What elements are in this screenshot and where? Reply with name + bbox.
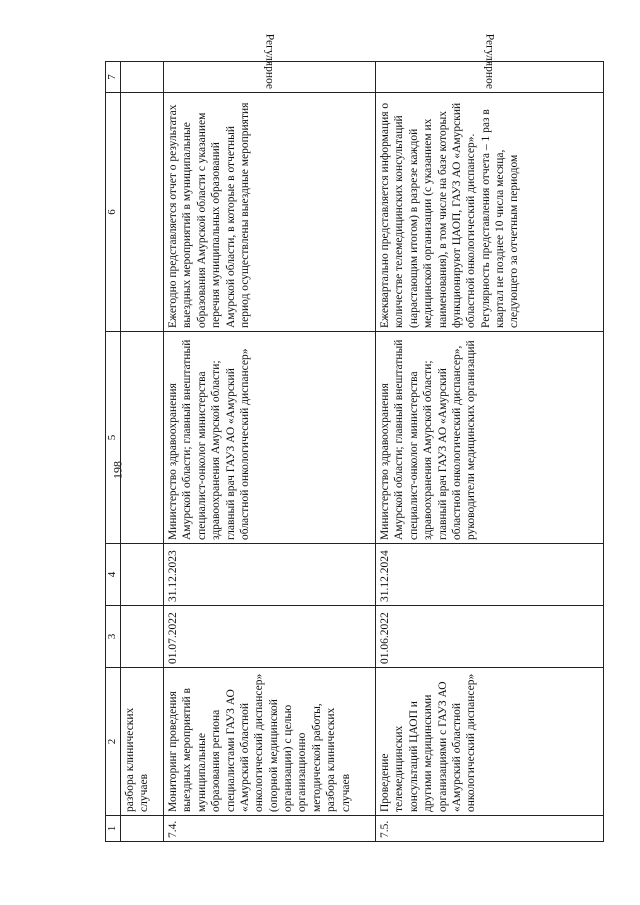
header-cell: 5 [106,332,121,544]
cell-start [121,606,164,668]
continuation-row [121,62,164,842]
cell-name: Мониторинг проведения выездных мероприятий в муниципальные образования региона специалистами ГАУЗ АО «Амурский областной онкологический диспансер» (опорной медицинской организации) с целью организационно методической работы, разбора клинических случаев [164,668,376,816]
cell-description: Ежегодно представляется отчет о результатах выездных мероприятий в муниципальные образования Амурской области с указанием перечня муниципальных образований Амурской области, в которые в отчетный период осуществлены выездные мероприятия [164,93,376,332]
cell-responsible [121,332,164,544]
header-cell: 6 [106,93,121,332]
cell-responsible: Министерство здравоохранения Амурской области; главный внештатный специалист-онколог министерства здравоохранения Амурской области; главный врач ГАУЗ АО «Амурский областной онкологический диспансер», руководители медицинских организаций [376,332,604,544]
status-label: Регулярное [483,33,496,89]
cell-num [121,816,164,842]
cell-description [121,93,164,332]
cell-name: Проведение телемедицинских консультаций ЦАОП и другими медицинскими организациями с ГАУЗ АО «Амурский областной онкологический диспансер» [376,668,604,816]
cell-num: 7.5. [376,816,604,842]
cell-num: 7.4. [164,816,376,842]
header-cell: 1 [106,816,121,842]
table-row [164,62,376,842]
table-row [376,62,604,842]
cell-start: 01.06.2022 [376,606,604,668]
cell-end [121,544,164,606]
rotated-table-container [105,33,640,842]
cell-status [164,33,376,93]
cell-responsible: Министерство здравоохранения Амурской области; главный внештатный специалист-онколог министерства здравоохранения Амурской области; главный врач ГАУЗ АО «Амурский областной онкологический диспансер» [164,332,376,544]
cell-end: 31.12.2023 [164,544,376,606]
cell-status [121,62,164,93]
status-label: Регулярное [263,33,276,89]
cell-name: разбора клинических случаев [121,668,164,816]
header-row [106,62,121,842]
cell-end: 31.12.2024 [376,544,604,606]
header-cell: 4 [106,544,121,606]
plan-table [105,33,604,842]
header-cell: 2 [106,668,121,816]
header-cell: 7 [106,62,121,93]
cell-description: Ежеквартально представляется информация о количестве телемедицинских консультаций (нарастающим итогом) в разрезе каждой медицинской организации (с указанием их наименования), в том числе на базе которых функционируют ЦАОП, ГАУЗ АО «Амурский областной онкологический диспансер». Регулярность представления отчета – 1 раз в квартал не позднее 10 числа месяца, следующего за отчетным периодом [376,93,604,332]
cell-start: 01.07.2022 [164,606,376,668]
page-number: 198 [110,461,125,479]
header-cell: 3 [106,606,121,668]
cell-status [376,33,604,93]
